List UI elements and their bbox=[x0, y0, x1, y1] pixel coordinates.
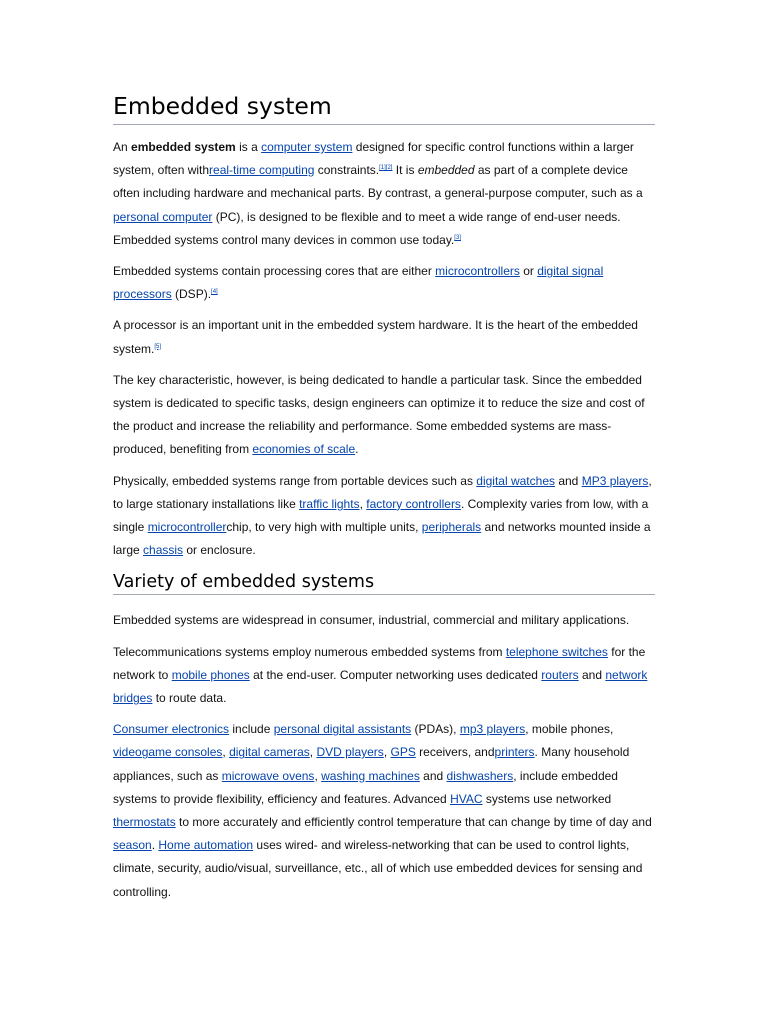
link-peripherals[interactable]: peripherals bbox=[421, 520, 482, 535]
text: It is bbox=[392, 163, 418, 178]
paragraph-telecommunications bbox=[113, 641, 655, 711]
text: for the network to bbox=[113, 644, 646, 682]
text: (DSP). bbox=[171, 287, 212, 302]
text: constraints. bbox=[314, 163, 380, 178]
link-digital-watches[interactable]: digital watches bbox=[476, 473, 555, 488]
link-microcontrollers[interactable]: microcontrollers bbox=[435, 264, 520, 279]
text: to route data. bbox=[152, 691, 227, 706]
text: Embedded systems are widespread in consumer, industrial, commercial and military applications. bbox=[113, 613, 630, 628]
paragraph-widespread bbox=[113, 609, 655, 632]
text: chip, to very high with multiple units, bbox=[226, 520, 422, 535]
link-routers[interactable]: routers bbox=[541, 667, 579, 682]
paragraph-key-characteristic bbox=[113, 369, 655, 462]
link-economies-of-scale[interactable]: economies of scale bbox=[252, 442, 356, 457]
text: , mobile phones, bbox=[525, 722, 614, 737]
text: at the end-user. Computer networking uses dedicated bbox=[249, 667, 542, 682]
text: , bbox=[222, 745, 230, 760]
text: , to large stationary installations like bbox=[113, 473, 652, 511]
link-dvd-players[interactable]: DVD players bbox=[316, 745, 384, 760]
link-microwave-ovens[interactable]: microwave ovens bbox=[221, 768, 315, 783]
link-hvac[interactable]: HVAC bbox=[450, 791, 483, 806]
link-digital-signal-processors[interactable]: digital signal processors bbox=[113, 264, 604, 302]
link-personal-digital-assistants[interactable]: personal digital assistants bbox=[273, 722, 412, 737]
link-home-automation[interactable]: Home automation bbox=[158, 838, 254, 853]
text: receivers, and bbox=[415, 745, 495, 760]
link-digital-cameras[interactable]: digital cameras bbox=[229, 745, 310, 760]
text: Embedded systems contain processing cores that are either bbox=[113, 264, 436, 279]
page-title: Embedded system bbox=[113, 90, 655, 125]
text: or enclosure. bbox=[183, 543, 256, 558]
text: to more accurately and efficiently control temperature that can change by time of day and bbox=[175, 815, 652, 830]
text: An bbox=[113, 140, 132, 154]
text: and networks mounted inside a large bbox=[113, 520, 651, 558]
text: , include embedded systems to provide flexibility, efficiency and features. Advanced bbox=[113, 768, 618, 806]
link-gps[interactable]: GPS bbox=[390, 745, 416, 760]
text: . bbox=[355, 442, 359, 457]
text: is a bbox=[235, 140, 262, 154]
bold-term: embedded system bbox=[131, 140, 236, 154]
text: . Complexity varies from low, with a single bbox=[113, 496, 649, 535]
link-network-bridges[interactable]: network bridges bbox=[113, 667, 648, 706]
text: . bbox=[151, 838, 159, 853]
citation-link[interactable]: [3] bbox=[454, 234, 461, 241]
link-mobile-phones[interactable]: mobile phones bbox=[171, 667, 250, 682]
text: , bbox=[314, 768, 322, 783]
text: designed for specific control functions within a larger system, often with bbox=[113, 140, 634, 178]
text: and bbox=[578, 667, 606, 682]
link-microcontroller[interactable]: microcontroller bbox=[147, 520, 227, 535]
paragraph-processor bbox=[113, 314, 655, 360]
italic-term: embedded bbox=[417, 163, 475, 178]
text: , bbox=[309, 745, 317, 760]
link-mp3-players-lower[interactable]: mp3 players bbox=[459, 722, 526, 737]
link-washing-machines[interactable]: washing machines bbox=[321, 768, 420, 783]
link-mp3-players[interactable]: MP3 players bbox=[581, 473, 649, 488]
text: , bbox=[359, 496, 367, 511]
text: as part of a complete device often including hardware and mechanical parts. By contrast, a general-purpose computer, such as a bbox=[113, 163, 643, 201]
article bbox=[113, 90, 655, 912]
text: include bbox=[229, 722, 274, 737]
link-telephone-switches[interactable]: telephone switches bbox=[505, 644, 608, 659]
text: Physically, embedded systems range from portable devices such as bbox=[113, 473, 477, 488]
text: The key characteristic, however, is being dedicated to handle a particular task. Since the embedded system is dedicated to specific tasks, design engineers can optimize it to reduce the size and cost of the product and increase the reliability and performance. Some embedded systems are mass-produced, benefiting from bbox=[113, 372, 645, 457]
link-consumer-electronics[interactable]: Consumer electronics bbox=[113, 722, 230, 737]
text: (PC), is designed to be flexible and to meet a wide range of end-user needs. Embedded systems control many devices in common use today. bbox=[113, 209, 621, 247]
link-dishwashers[interactable]: dishwashers bbox=[446, 768, 514, 783]
link-traffic-lights[interactable]: traffic lights bbox=[299, 496, 360, 511]
paragraph-intro bbox=[113, 136, 655, 252]
text: . Many household appliances, such as bbox=[113, 745, 630, 783]
section-heading-variety: Variety of embedded systems bbox=[113, 570, 655, 595]
link-real-time-computing[interactable]: real-time computing bbox=[209, 163, 315, 178]
link-factory-controllers[interactable]: factory controllers bbox=[366, 496, 461, 511]
paragraph-consumer-electronics bbox=[113, 718, 655, 904]
link-videogame-consoles[interactable]: videogame consoles bbox=[113, 745, 223, 760]
citation-link[interactable]: [4] bbox=[211, 289, 218, 296]
text: Telecommunications systems employ numerous embedded systems from bbox=[113, 644, 506, 659]
text: systems use networked bbox=[482, 791, 612, 806]
text: (PDAs), bbox=[411, 722, 460, 737]
text: or bbox=[519, 264, 538, 279]
text: , bbox=[383, 745, 391, 760]
link-chassis[interactable]: chassis bbox=[143, 543, 184, 558]
citation-link[interactable]: [1][2] bbox=[379, 165, 393, 172]
paragraph-processing-cores bbox=[113, 260, 655, 306]
citation-link[interactable]: [5] bbox=[154, 343, 162, 350]
text: and bbox=[419, 768, 447, 783]
paragraph-physical-range bbox=[113, 470, 655, 563]
link-personal-computer[interactable]: personal computer bbox=[113, 209, 213, 224]
text: and bbox=[555, 473, 582, 488]
link-computer-system[interactable]: computer system bbox=[261, 140, 353, 154]
link-printers[interactable]: printers bbox=[494, 745, 535, 760]
text: uses wired- and wireless-networking that can be used to control lights, climate, security, audio/visual, surveillance, etc., all of which use embedded devices for sensing and controlling. bbox=[113, 838, 643, 899]
link-thermostats[interactable]: thermostats bbox=[113, 815, 176, 830]
text: A processor is an important unit in the embedded system hardware. It is the heart of the embedded system. bbox=[113, 318, 638, 356]
link-season[interactable]: season bbox=[113, 838, 152, 853]
